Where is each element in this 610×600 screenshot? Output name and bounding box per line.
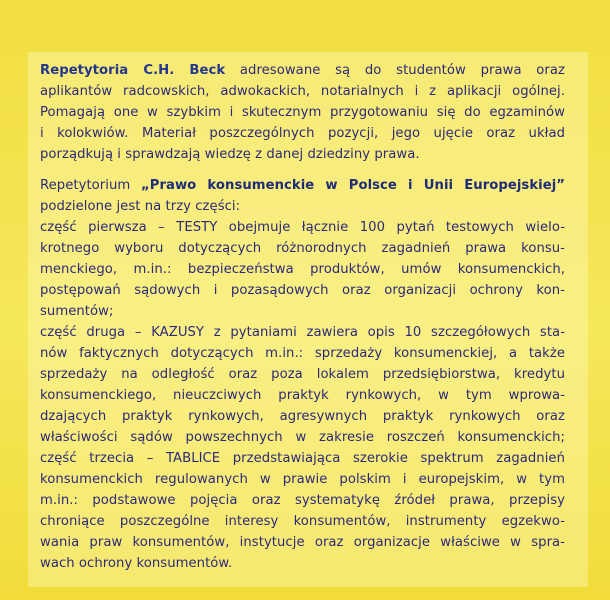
description-line-8: nów faktycznych dotyczących m.in.: sprzedaży konsumenckiej, a także [40,346,565,361]
description-line-15: m.in.: podstawowe pojęcia oraz systematykę źródeł prawa, przepisy [40,493,565,508]
intro-line-1-text: adresowane są do studentów prawa oraz [225,63,565,78]
description-line-2: część pierwsza – TESTY obejmuje łącznie 100 pytań testowych wielo- [40,220,565,235]
description-paragraph [40,175,565,574]
description-line-11: dzających praktyk rynkowych, agresywnych praktyk rynkowych oraz [40,409,565,424]
brand-name: Repetytoria C.H. Beck [40,63,226,78]
intro-line-1 [40,60,565,81]
description-line-5: postępowań sądowych i pozasądowych oraz organizacji ochrony kon- [40,283,565,298]
description-line-6: sumentów; [40,304,114,319]
description-line-4: menckiego, m.in.: bezpieczeństwa produktów, umów konsumenckich, [40,262,565,277]
intro-line-4: i kolokwiów. Materiał poszczególnych pozycji, jego ujęcie oraz układ [40,126,565,141]
description-line-17: wania praw konsumentów, instytucje oraz organizacje właściwe w spra- [40,535,565,550]
description-line-10: konsumenckiego, nieuczciwych praktyk rynkowych, w tym wprowa- [40,388,565,403]
description-heading-line [40,175,565,196]
intro-line-5: porządkują i sprawdzają wiedzę z danej dziedziny prawa. [40,147,420,162]
intro-line-2: aplikantów radcowskich, adwokackich, notarialnych i z aplikacji ogólnej. [40,84,565,99]
description-line-7: część druga – KAZUSY z pytaniami zawiera opis 10 szczegółowych sta- [40,325,565,340]
cover-text [40,60,565,574]
description-line-16: chroniące poszczególne interesy konsumentów, instrumenty egzekwo- [40,514,565,529]
book-title: „Prawo konsumenckie w Polsce i Unii Europejskiej” [141,178,565,193]
description-line-12: właściwości sądów powszechnych w zakresie roszczeń konsumenckich; [40,430,565,445]
description-line-1: podzielone jest na trzy części: [40,199,241,214]
description-line-13: część trzecia – TABLICE przedstawiająca szerokie spektrum zagadnień [40,451,565,466]
description-line-9: sprzedaży na odległość oraz poza lokalem przedsiębiorstwa, kredytu [40,367,565,382]
intro-line-3: Pomagają one w szybkim i skutecznym przygotowaniu się do egzaminów [40,105,565,120]
description-line-18: wach ochrony konsumentów. [40,556,233,571]
description-intro: Repetytorium [40,178,142,193]
description-line-14: konsumenckich regulowanych w prawie polskim i europejskim, w tym [40,472,565,487]
intro-paragraph [40,60,565,165]
description-line-3: krotnego wyboru dotyczących różnorodnych zagadnień prawa konsu- [40,241,565,256]
